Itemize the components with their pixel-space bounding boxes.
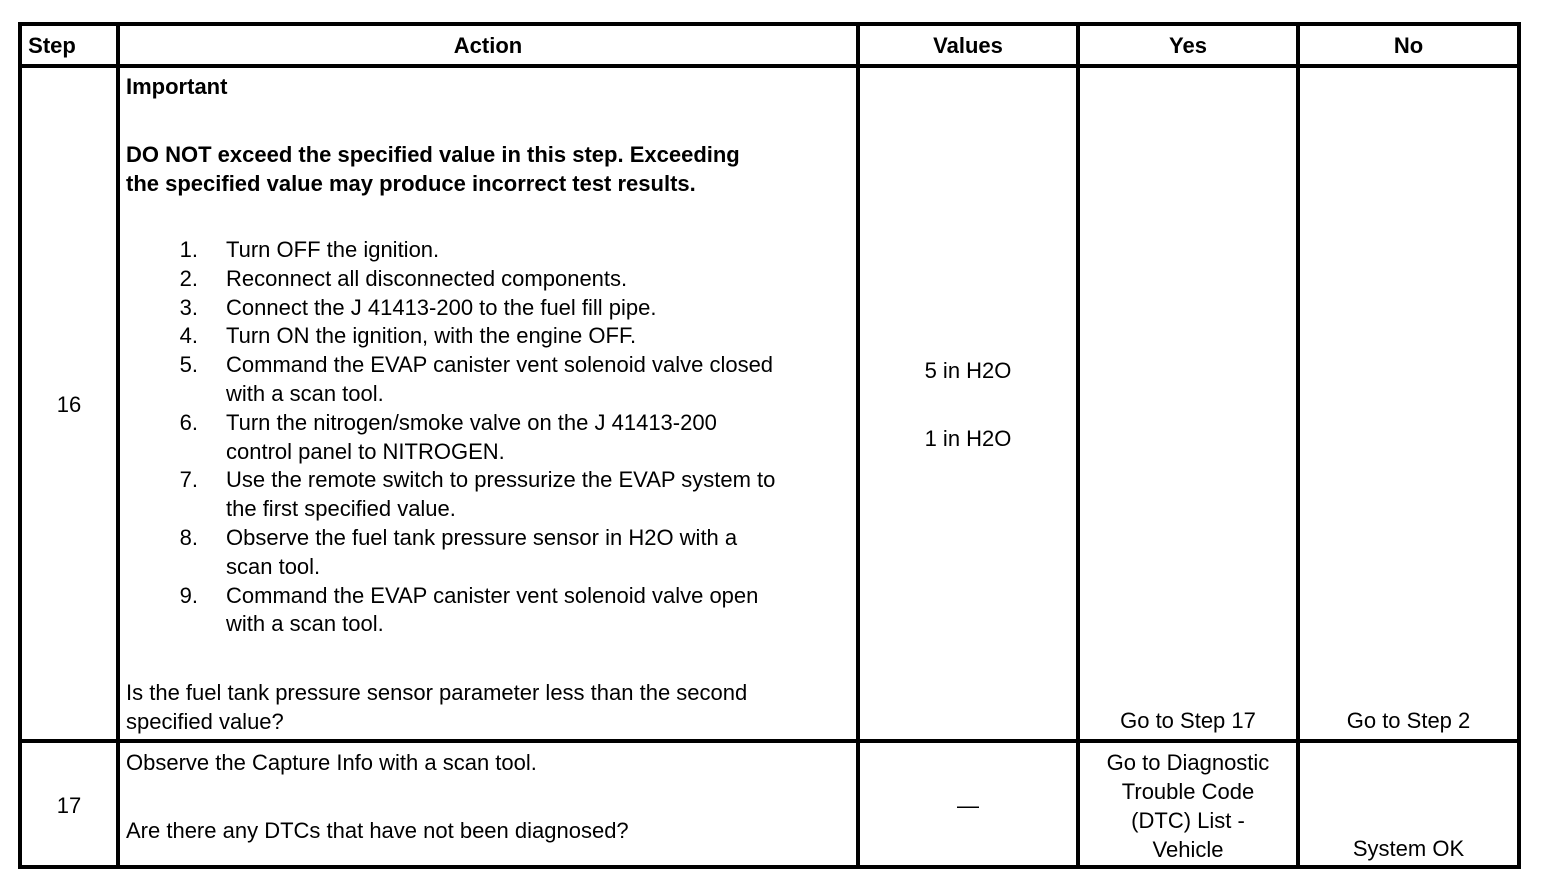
second-specified-value: 1 in H2O <box>924 426 1012 451</box>
column-divider-step <box>116 22 120 869</box>
step-number: 17 <box>56 793 82 818</box>
column-divider-yes <box>1296 22 1300 869</box>
yes-link-step-17[interactable]: Go to Step 17 <box>1120 708 1256 733</box>
important-note-line: DO NOT exceed the specified value in this step. Exceeding <box>126 142 740 167</box>
list-item: 8. Observe the fuel tank pressure sensor in H2O with a scan tool. <box>179 524 738 579</box>
list-item: 1. Turn OFF the ignition. <box>179 237 440 262</box>
no-link-step-2[interactable]: Go to Step 2 <box>1346 708 1471 733</box>
yes-link-line: Go to Diagnostic <box>1106 750 1270 775</box>
list-item: 9. Command the EVAP canister vent solenoid valve open with a scan tool. <box>179 582 759 637</box>
column-divider-values <box>1076 22 1080 869</box>
question-line: Are there any DTCs that have not been diagnosed? <box>126 818 629 843</box>
list-item: 6. Turn the nitrogen/smoke valve on the J 41413-200 control panel to NITROGEN. <box>179 409 717 464</box>
header-values: Values <box>933 33 1003 58</box>
header-action: Action <box>453 33 523 58</box>
header-yes: Yes <box>1169 33 1207 58</box>
question-line: Is the fuel tank pressure sensor parameter less than the second <box>126 680 748 705</box>
header-step: Step <box>28 33 76 58</box>
list-item: 2. Reconnect all disconnected components. <box>179 265 628 291</box>
list-item: 3. Connect the J 41413-200 to the fuel fill pipe. <box>179 294 657 320</box>
important-title: Important <box>126 74 228 99</box>
list-item: 5. Command the EVAP canister vent solenoid valve closed with a scan tool. <box>179 352 774 406</box>
important-note-line: the specified value may produce incorrect test results. <box>126 171 696 196</box>
yes-link-dtc-list[interactable] <box>1080 748 1296 864</box>
list-item: 4. Turn ON the ignition, with the engine OFF. <box>179 323 637 349</box>
procedure-list <box>126 236 775 639</box>
yes-link-line: Vehicle <box>1152 837 1224 862</box>
yes-link-line: (DTC) List - <box>1131 808 1245 833</box>
list-item: 7. Use the remote switch to pressurize the EVAP system to the first specified value. <box>179 467 776 522</box>
question-line: specified value? <box>126 709 284 734</box>
action-line: Observe the Capture Info with a scan tool. <box>126 750 537 775</box>
value-dash: — <box>957 793 979 818</box>
first-specified-value: 5 in H2O <box>924 358 1012 383</box>
step-number: 16 <box>56 392 82 417</box>
yes-link-line: Trouble Code <box>1121 779 1255 804</box>
table-border-left <box>18 22 22 869</box>
header-no: No <box>1393 33 1424 58</box>
no-result-system-ok: System OK <box>1352 836 1465 861</box>
table-border-right <box>1517 22 1521 869</box>
